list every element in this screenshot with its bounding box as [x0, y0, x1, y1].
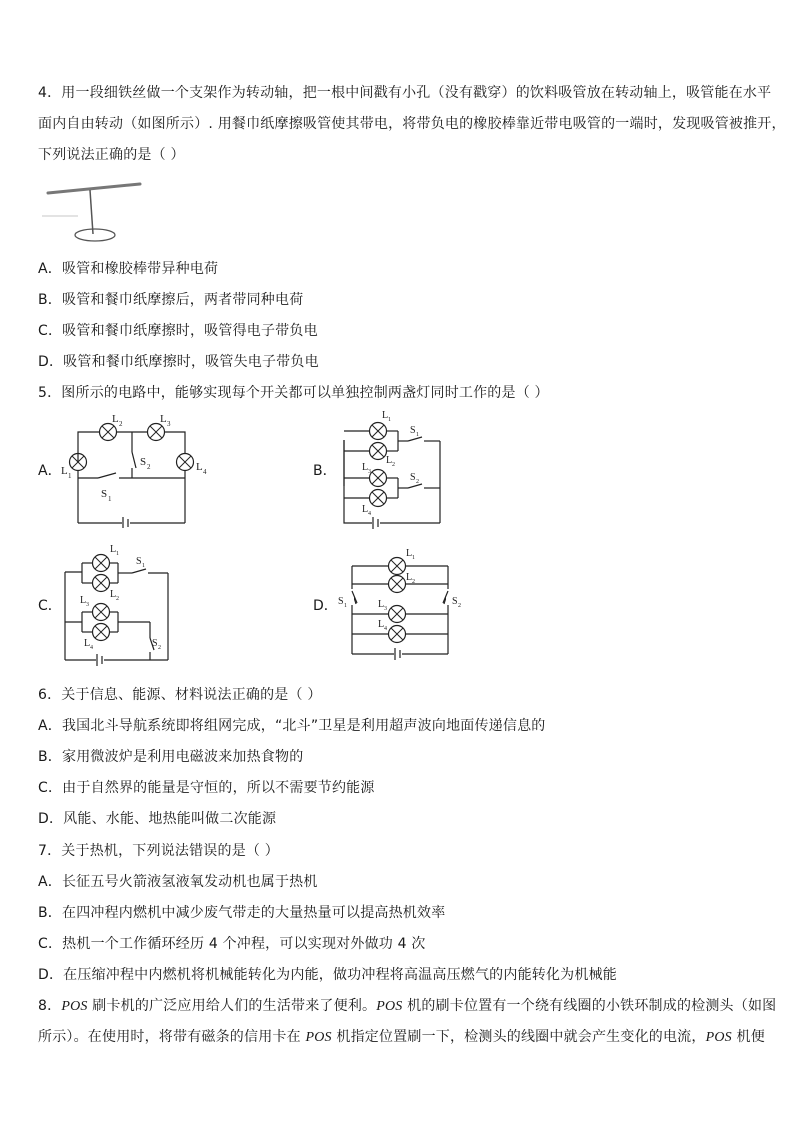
b-label-l4-sub: 4 — [368, 511, 371, 517]
q8-line1-part-a: 刷卡机的广泛应用给人们的生活带来了便利。 — [87, 998, 377, 1014]
q6-option-c: C．由于自然界的能量是守恒的，所以不需要节约能源 — [38, 780, 375, 796]
d-label-s2-sub: 2 — [458, 603, 461, 609]
d-label-s1-sub: 1 — [344, 603, 347, 609]
q8-line2-part-b: 机指定位置刷一下，检测头的线圈中就会产生变化的电流， — [331, 1029, 706, 1045]
label-l4: L — [196, 461, 203, 473]
b-label-s2: S — [410, 472, 416, 483]
q8-pos-term: POS — [376, 999, 403, 1014]
q7-option-d: D．在压缩冲程中内燃机将机械能转化为内能，做功冲程将高温高压燃气的内能转化为机械能 — [38, 967, 617, 983]
q4-stem-line2: 面内自由转动（如图所示）. 用餐巾纸摩擦吸管使其带电，将带负电的橡胶棒靠近带电吸管的一端时，发现吸管被推开， — [38, 116, 786, 132]
b-label-s1: S — [410, 425, 416, 436]
c-label-l4: L — [84, 638, 91, 649]
label-s1-sub: 1 — [108, 495, 112, 503]
circuit-diagram-c — [60, 542, 190, 667]
d-label-l1-sub: 1 — [412, 555, 415, 561]
c-label-s1: S — [136, 556, 142, 567]
c-label-s2-sub: 2 — [158, 645, 161, 651]
d-label-l1: L — [406, 548, 413, 559]
circuit-diagram-b — [336, 406, 456, 531]
circuit-diagram-a — [58, 408, 218, 528]
q5-option-c-letter: C． — [38, 598, 62, 614]
q8-line2-part-c: 机便 — [731, 1029, 765, 1045]
q6-option-d: D．风能、水能、地热能叫做二次能源 — [38, 811, 277, 827]
c-label-l1: L — [110, 544, 117, 555]
q4-stem-line1: 4．用一段细铁丝做一个支架作为转动轴，把一根中间戳有小孔（没有戳穿）的饮料吸管放在转动轴上，吸管能在水平 — [38, 85, 772, 101]
q8-pos-term: POS — [705, 1030, 732, 1045]
c-label-s1-sub: 1 — [142, 563, 145, 569]
label-l4-sub: 4 — [203, 468, 207, 476]
q7-option-b: B．在四冲程内燃机中减少废气带走的大量热量可以提高热机效率 — [38, 905, 446, 921]
label-l1: L — [61, 465, 68, 477]
b-label-l3: L — [362, 462, 369, 473]
d-label-s2: S — [452, 596, 458, 607]
b-label-l3-sub: 3 — [368, 469, 371, 475]
d-label-s1: S — [338, 596, 344, 607]
d-label-l3-sub: 3 — [384, 606, 387, 612]
b-label-s1-sub: 1 — [416, 432, 419, 438]
q7-stem: 7．关于热机，下列说法错误的是（ ） — [38, 843, 279, 859]
q6-stem: 6．关于信息、能源、材料说法正确的是（ ） — [38, 687, 322, 703]
q8-stem-line1 — [38, 997, 776, 1016]
q8-pos-term: POS — [305, 1030, 332, 1045]
q7-option-c: C．热机一个工作循环经历 4 个冲程，可以实现对外做功 4 次 — [38, 936, 426, 952]
b-label-l1: L — [382, 410, 389, 421]
d-label-l4: L — [378, 619, 385, 630]
q5-option-a-letter: A． — [38, 463, 62, 479]
q8-line2-part-a: 所示）。在使用时，将带有磁条的信用卡在 — [38, 1029, 306, 1045]
q4-option-b: B．吸管和餐巾纸摩擦后，两者带同种电荷 — [38, 292, 304, 308]
label-l3: L — [160, 413, 167, 425]
c-label-l1-sub: 1 — [116, 551, 119, 557]
d-label-l3: L — [378, 599, 385, 610]
label-l2-sub: 2 — [119, 420, 123, 428]
d-label-l4-sub: 4 — [384, 626, 387, 632]
label-s1: S — [101, 488, 108, 500]
c-label-l3-sub: 3 — [86, 602, 89, 608]
b-label-s2-sub: 2 — [416, 479, 419, 485]
label-l2: L — [112, 413, 119, 425]
c-label-l3: L — [80, 595, 87, 606]
d-label-l2: L — [406, 572, 413, 583]
c-label-l4-sub: 4 — [90, 645, 93, 651]
label-s2-sub: 2 — [147, 463, 151, 471]
label-l3-sub: 3 — [167, 420, 171, 428]
q8-line1-part-b: 机的刷卡位置有一个绕有线圈的小铁环制成的检测头（如图 — [402, 998, 777, 1014]
q4-stem-line3: 下列说法正确的是（ ） — [38, 147, 185, 163]
d-label-l2-sub: 2 — [412, 579, 415, 585]
q5-option-d-letter: D． — [313, 598, 338, 614]
b-label-l2-sub: 2 — [392, 462, 395, 468]
q5-stem: 5．图所示的电路中，能够实现每个开关都可以单独控制两盏灯同时工作的是（ ） — [38, 385, 549, 401]
q4-option-c: C．吸管和餐巾纸摩擦时，吸管得电子带负电 — [38, 323, 318, 339]
b-label-l4: L — [362, 504, 369, 515]
q8-pos-term: POS — [61, 999, 88, 1014]
q5-option-b-letter: B． — [313, 463, 337, 479]
q8-number: 8． — [38, 998, 62, 1014]
c-label-l2-sub: 2 — [116, 596, 119, 602]
label-s2: S — [140, 456, 147, 468]
c-label-s2: S — [152, 638, 158, 649]
straw-on-stand-figure — [38, 178, 148, 244]
b-label-l2: L — [386, 455, 393, 466]
q4-option-a: A．吸管和橡胶棒带异种电荷 — [38, 261, 219, 277]
q7-option-a: A．长征五号火箭液氢液氧发动机也属于热机 — [38, 874, 318, 890]
b-label-l1-sub: 1 — [388, 417, 391, 423]
c-label-l2: L — [110, 589, 117, 600]
q6-option-a: A．我国北斗导航系统即将组网完成，“北斗”卫星是利用超声波向地面传递信息的 — [38, 718, 546, 734]
circuit-diagram-d — [334, 546, 474, 664]
q8-stem-line2 — [38, 1028, 765, 1047]
label-l1-sub: 1 — [68, 472, 72, 480]
q4-option-d: D．吸管和餐巾纸摩擦时，吸管失电子带负电 — [38, 354, 319, 370]
q6-option-b: B．家用微波炉是利用电磁波来加热食物的 — [38, 749, 304, 765]
